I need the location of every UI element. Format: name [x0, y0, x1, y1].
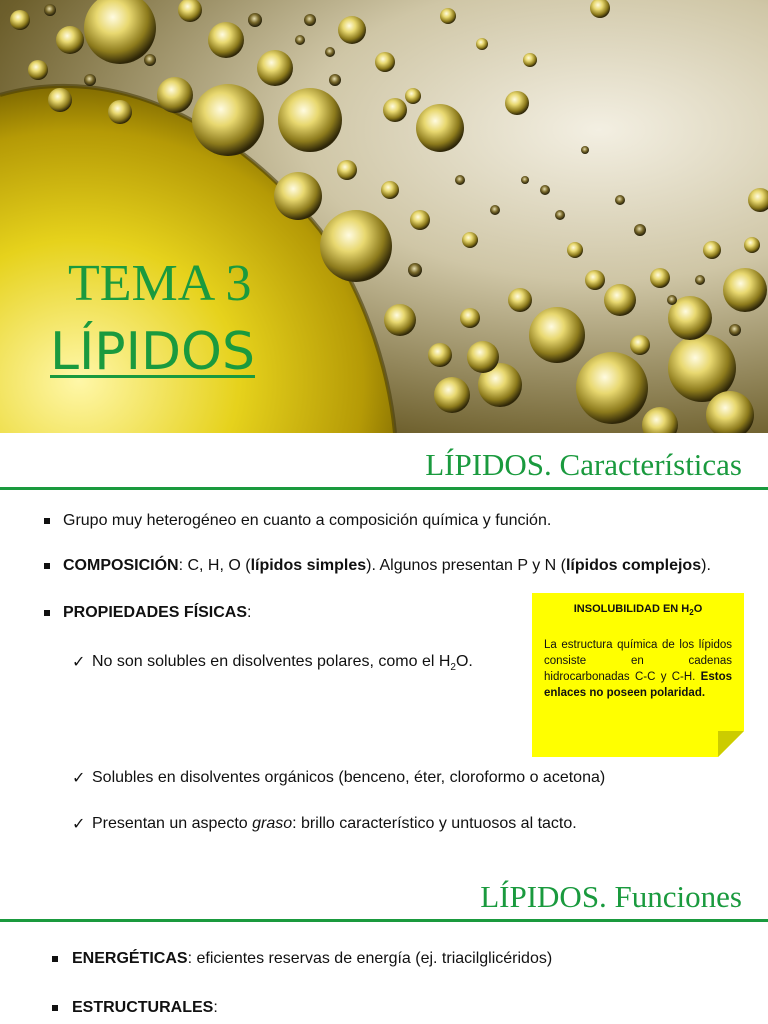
bullet-propiedades [63, 604, 251, 622]
composicion-text: : C, H, O ( [178, 557, 251, 574]
slide-caracteristicas [0, 433, 768, 861]
check-text: No son solubles en disolventes polares, como el H [92, 653, 451, 670]
bullet-marker [44, 563, 50, 569]
check-solubles-organicos: Solubles en disolventes orgánicos (benceno, éter, cloroformo o acetona) [92, 769, 606, 786]
check-text: : brillo característico y untuosos al tacto. [292, 815, 577, 832]
slide-funciones [0, 861, 768, 1024]
subscript: 2 [450, 662, 456, 674]
note-title-text: INSOLUBILIDAD EN H [573, 603, 690, 615]
cover-subtitle: TEMA 3 [68, 255, 252, 312]
bullet-marker [44, 610, 50, 616]
check-icon: ✓ [72, 652, 86, 671]
check-icon: ✓ [72, 768, 86, 787]
check-text: O. [455, 653, 473, 670]
bullet-marker [52, 956, 58, 962]
sticky-note [532, 593, 744, 757]
composicion-text: ). Algunos presentan P y N ( [366, 557, 566, 574]
lipidos-simples: lípidos simples [250, 557, 367, 574]
bullet-estructurales [72, 999, 218, 1017]
lipidos-complejos: lípidos complejos [565, 557, 702, 574]
note-title [532, 603, 744, 617]
propiedades-colon: : [247, 604, 252, 621]
bullet-marker [52, 1005, 58, 1011]
slide-title: LÍPIDOS. Características [425, 447, 742, 482]
subscript: 2 [689, 608, 694, 618]
cover-slide [0, 0, 768, 433]
title-divider [0, 919, 768, 922]
energeticas-text: : eficientes reservas de energía (ej. triacilglicéridos) [187, 950, 553, 967]
composicion-text: ). [701, 557, 711, 574]
energeticas-label: ENERGÉTICAS [72, 950, 188, 967]
estructurales-colon: : [213, 999, 218, 1016]
estructurales-label: ESTRUCTURALES [72, 999, 214, 1016]
check-aspecto-graso [92, 815, 577, 833]
note-title-text: O [693, 603, 703, 615]
cover-title: LÍPIDOS [50, 322, 255, 382]
title-divider [0, 487, 768, 490]
italic-graso: graso [252, 815, 293, 832]
bullet-heterogeneo: Grupo muy heterogéneo en cuanto a composición química y función. [63, 512, 552, 529]
propiedades-label: PROPIEDADES FÍSICAS [63, 604, 248, 621]
note-body-text: La estructura química de los lípidos consiste en cadenas hidrocarbonadas C-C y C-H. [544, 639, 732, 683]
note-body [544, 637, 732, 701]
bullet-marker [44, 518, 50, 524]
check-no-solubles [92, 653, 473, 673]
composicion-label: COMPOSICIÓN [63, 557, 179, 574]
check-text: Presentan un aspecto [92, 815, 253, 832]
bullet-energeticas [72, 950, 552, 968]
note-body-bold: Estos enlaces no poseen polaridad. [544, 671, 732, 699]
slide-title: LÍPIDOS. Funciones [480, 879, 742, 914]
check-icon: ✓ [72, 814, 86, 833]
bullet-composicion [63, 557, 711, 575]
